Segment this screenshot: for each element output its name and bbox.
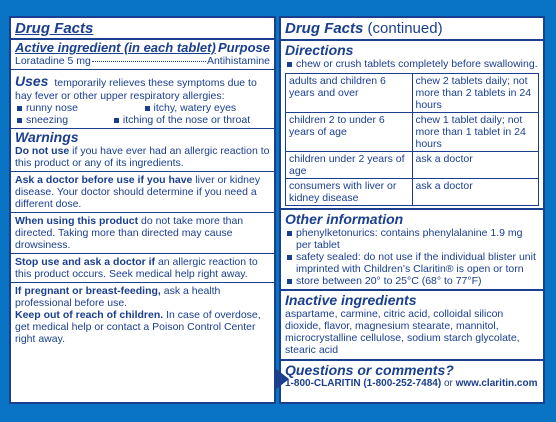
bullet-icon	[287, 62, 292, 67]
inactive-ingredients-text: aspartame, carmine, citric acid, colloidal silicon dioxide, flavor, magnesium stearate, mannitol, microcrystalline cellulose, sodium starch glycolate, stearic acid	[285, 308, 520, 356]
drug-facts-right-panel	[279, 16, 545, 404]
list-item: store between 20° to 25°C (68° to 77°F)	[285, 275, 539, 287]
warning-when-using: When using this product do not take more than directed. Taking more than directed may cause drowsiness.	[11, 213, 274, 254]
continued-title: Drug Facts	[285, 20, 364, 37]
other-information-title: Other information	[285, 211, 404, 227]
bullet-icon	[114, 118, 119, 123]
table-row: adults and children 6 years and over chew 2 tablets daily; not more than 2 tablets in 24 hours	[286, 74, 539, 113]
continued-header-section	[281, 18, 543, 41]
directions-title: Directions	[285, 42, 354, 58]
uses-section	[11, 70, 274, 129]
bullet-icon	[287, 255, 292, 260]
phone-number[interactable]: 1-800-CLARITIN (1-800-252-7484)	[285, 378, 442, 389]
warning-do-not-use: Do not use if you have ever had an allergic reaction to this product or any of its ingredients.	[15, 145, 270, 169]
ingredient-name: Loratadine 5 mg	[15, 55, 91, 67]
warning-ask-doctor: Ask a doctor before use if you have liver or kidney disease. Your doctor should determine if you need a different dose.	[11, 172, 274, 213]
drug-facts-left-panel	[9, 16, 276, 404]
warnings-title: Warnings	[15, 129, 79, 145]
table-row: consumers with liver or kidney disease ask a doctor	[286, 179, 539, 206]
list-item: safety sealed: do not use if the individual blister unit imprinted with Children’s Claritin® is open or torn	[285, 251, 539, 275]
directions-bullet: chew or crush tablets completely before swallowing.	[285, 58, 539, 70]
symptom-item: runny nose	[15, 102, 143, 114]
website-link[interactable]: www.claritin.com	[455, 378, 538, 389]
play-arrow-icon	[275, 368, 289, 390]
bullet-icon	[17, 118, 22, 123]
bullet-icon	[145, 106, 150, 111]
dot-leader	[92, 61, 206, 62]
table-row: children under 2 years of age ask a doctor	[286, 152, 539, 179]
ingredient-purpose: Antihistamine	[206, 55, 270, 67]
symptom-item: itching of the nose or throat	[112, 114, 270, 126]
active-ingredient-heading: Active ingredient (in each tablet)	[15, 40, 216, 55]
purpose-heading: Purpose	[217, 40, 270, 55]
active-ingredient-section	[11, 40, 274, 70]
symptom-item: itchy, watery eyes	[143, 102, 271, 114]
inactive-ingredients-title: Inactive ingredients	[285, 292, 417, 308]
warning-stop-use: Stop use and ask a doctor if an allergic reaction to this product occurs. Seek medical help right away.	[11, 254, 274, 283]
continued-label: (continued)	[363, 20, 443, 37]
uses-text: temporarily relieves these symptoms due to hay fever or other upper respiratory allergies:	[15, 77, 257, 102]
table-row: children 2 to under 6 years of age chew 1 tablet daily; not more than 1 tablet in 24 hours	[286, 113, 539, 152]
other-information-section	[281, 210, 543, 291]
list-item: phenylketonurics: contains phenylalanine 1.9 mg per tablet	[285, 227, 539, 251]
inactive-ingredients-section	[281, 291, 543, 361]
bullet-icon	[287, 231, 292, 236]
dosage-table	[285, 73, 539, 206]
directions-section	[281, 41, 543, 210]
questions-title: Questions or comments?	[285, 362, 454, 378]
warning-pregnancy-and-children: If pregnant or breast-feeding, ask a health professional before use. Keep out of reach of children. In case of overdose, get medical help or contact a Poison Control Center right away.	[15, 285, 261, 345]
bullet-icon	[17, 106, 22, 111]
or-text: or	[441, 378, 456, 389]
uses-title: Uses	[15, 73, 49, 89]
bullet-icon	[287, 279, 292, 284]
symptom-item: sneezing	[15, 114, 112, 126]
drug-facts-header-section	[11, 18, 274, 40]
drug-facts-title: Drug Facts	[15, 20, 94, 37]
warnings-section	[11, 129, 274, 347]
questions-section	[281, 361, 543, 390]
